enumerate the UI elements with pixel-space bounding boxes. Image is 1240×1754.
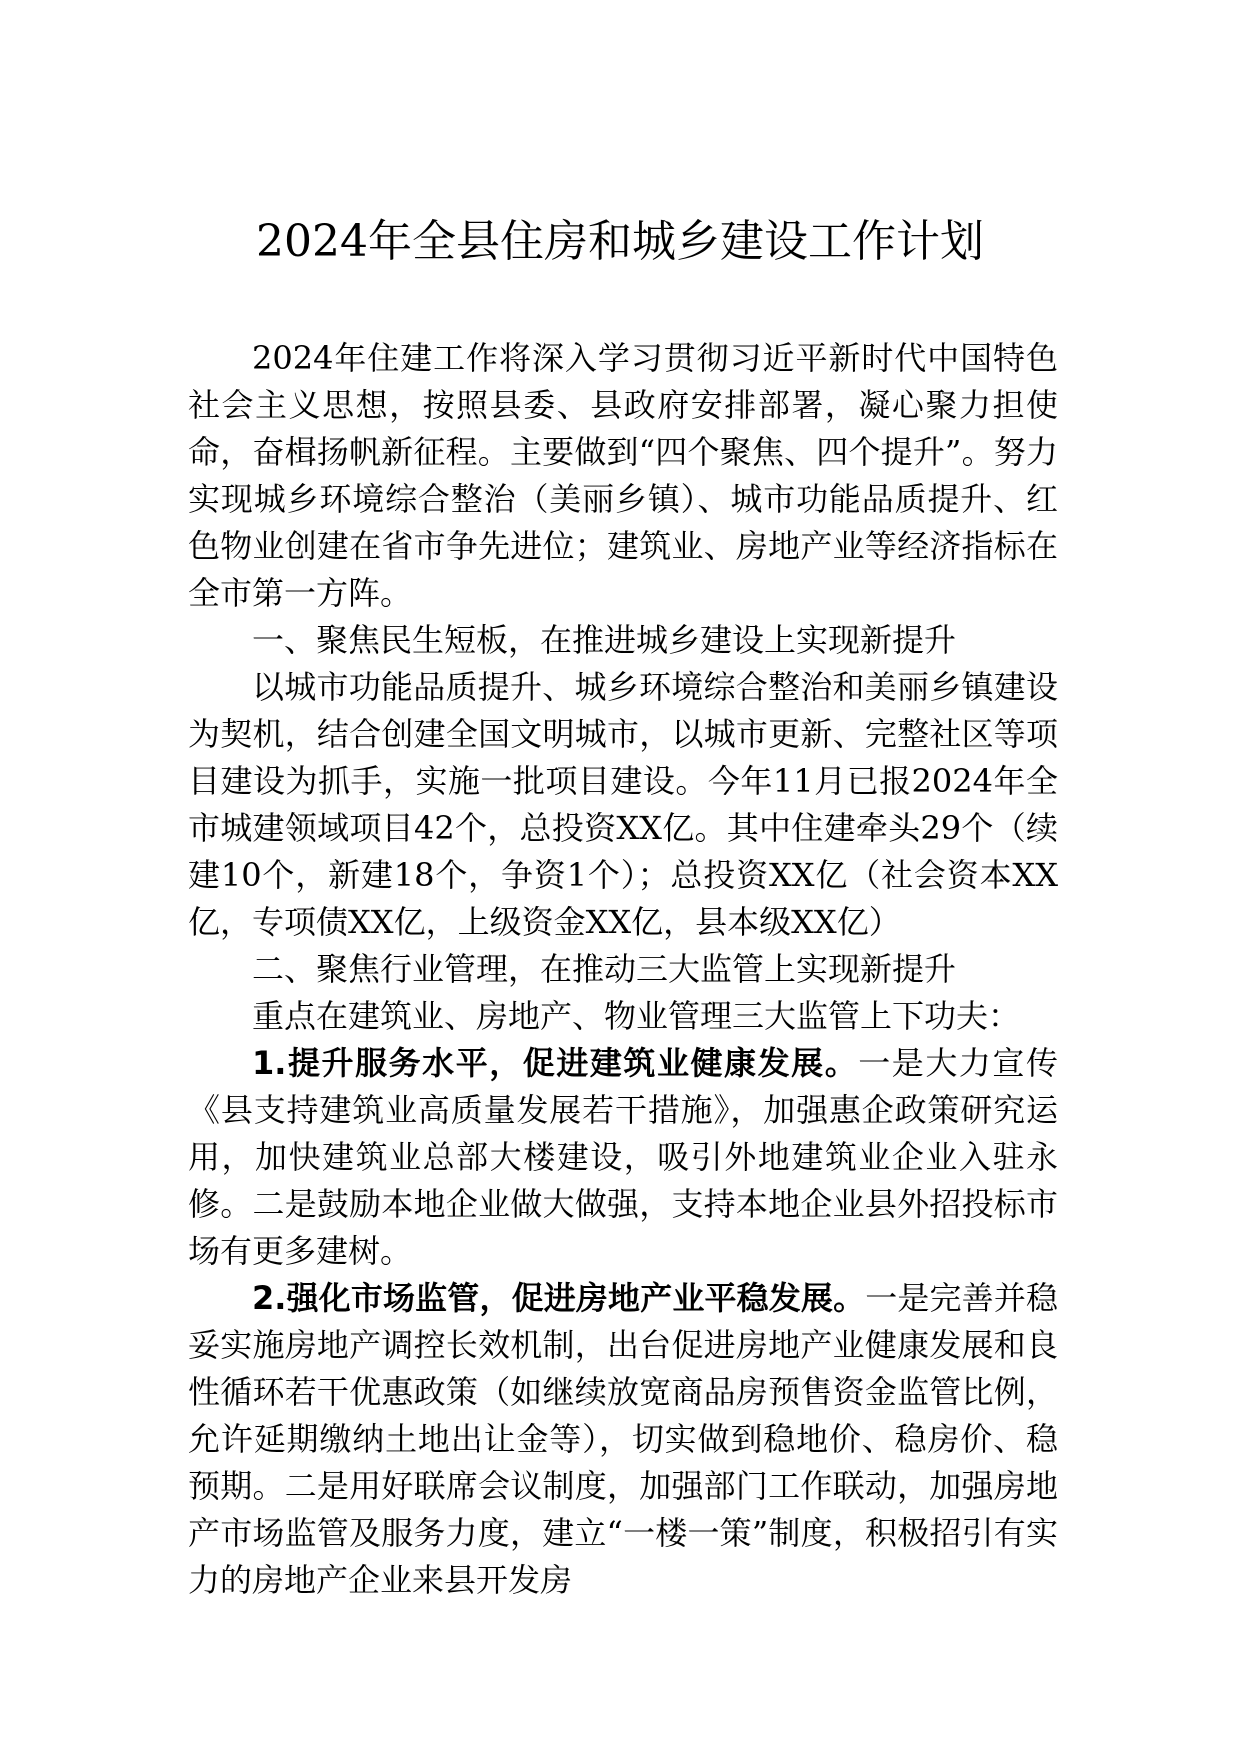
section-1-paragraph: 以城市功能品质提升、城乡环境综合整治和美丽乡镇建设为契机，结合创建全国文明城市，以城市更新、完整社区等项目建设为抓手，实施一批项目建设。今年11月已报2024年全市城建领域项目42个，总投资XX亿。其中住建牵头29个（续建10个，新建18个，争资1个）；总投资XX亿（社会资本XX亿，专项债XX亿，上级资金XX亿，县本级XX亿） [188, 668, 1058, 941]
item-2-lead: 2.强化市场监管，促进房地产业平稳发展。 [252, 1279, 866, 1317]
item-1-paragraph [188, 1040, 1058, 1275]
section-2-heading: 二、聚焦行业管理，在推动三大监管上实现新提升 [252, 950, 957, 988]
item-2-text: 一是完善并稳妥实施房地产调控长效机制，出台促进房地产业健康发展和良性循环若干优惠政策（如继续放宽商品房预售资金监管比例，允许延期缴纳土地出让金等），切实做到稳地价、稳房价、稳预期。二是用好联席会议制度，加强部门工作联动，加强房地产市场监管及服务力度，建立“一楼一策”制度，积极招引有实力的房地产企业来县开发房 [188, 1279, 1058, 1599]
item-1-lead: 1.提升服务水平，促进建筑业健康发展。 [252, 1044, 859, 1082]
document-body [188, 335, 1058, 1604]
item-2-paragraph [188, 1275, 1058, 1604]
intro-paragraph: 2024年住建工作将深入学习贯彻习近平新时代中国特色社会主义思想，按照县委、县政府安排部署，凝心聚力担使命，奋楫扬帆新征程。主要做到“四个聚焦、四个提升”。努力实现城乡环境综合整治（美丽乡镇）、城市功能品质提升、红色物业创建在省市争先进位；建筑业、房地产业等经济指标在全市第一方阵。 [188, 339, 1058, 612]
item-1-text: 一是大力宣传《县支持建筑业高质量发展若干措施》，加强惠企政策研究运用，加快建筑业总部大楼建设，吸引外地建筑业企业入驻永修。二是鼓励本地企业做大做强，支持本地企业县外招投标市场有更多建树。 [188, 1044, 1058, 1270]
section-2-intro-paragraph: 重点在建筑业、房地产、物业管理三大监管上下功夫： [252, 997, 1021, 1035]
document-title: 2024年全县住房和城乡建设工作计划 [256, 216, 984, 267]
section-1-heading: 一、聚焦民生短板，在推进城乡建设上实现新提升 [252, 621, 957, 659]
